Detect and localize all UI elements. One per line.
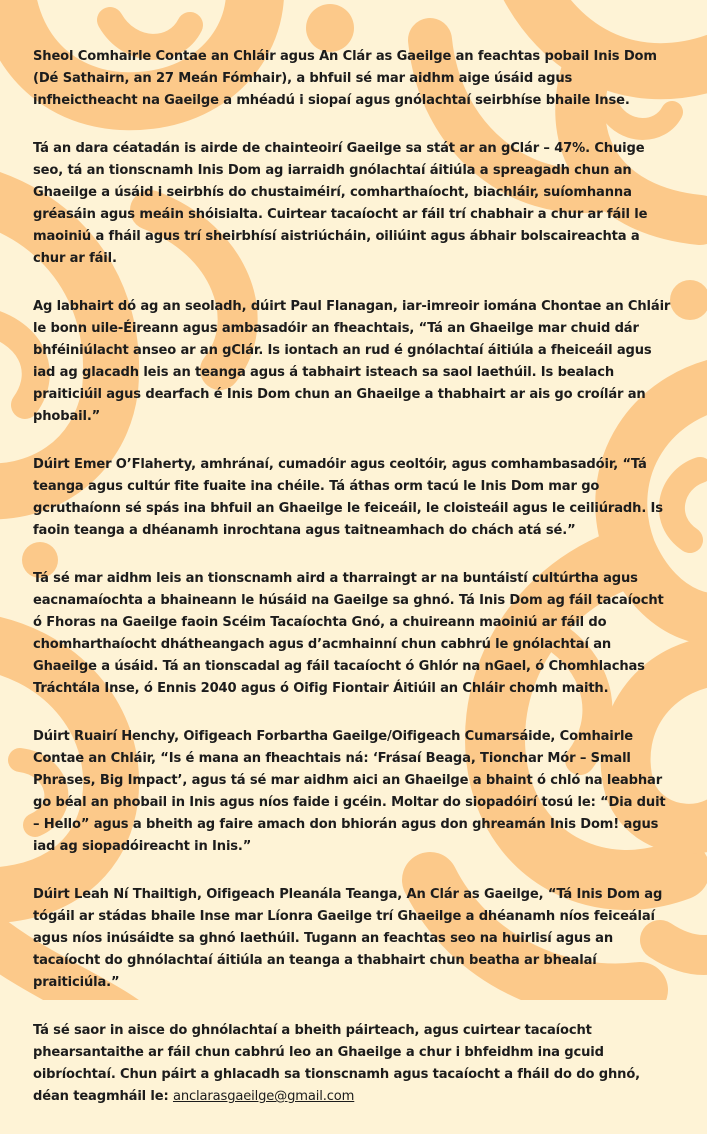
paragraph-paul-flanagan-quote: Ag labhairt dó ag an seoladh, dúirt Paul Flanagan, iar-imreoir iomána Chontae an Chláir le bonn uile-Éireann agus ambasadóir an fheachtais, “Tá an Ghaeilge mar chuid dár bhféiniúlacht anseo ar an gClár. Is iontach an rud é gnólachtaí áitiúla a fheiceáil agus iad ag glacadh leis an teanga agus á tabhairt isteach sa saol laethúil. Is bealach praiticiúil agus dearfach é Inis Dom chun an Ghaeilge a thabhairt ar ais go croílár an phobail.” [33,299,671,424]
paragraph-speaker-percentage: Tá an dara céatadán is airde de chainteoirí Gaeilge sa stát ar an gClár – 47%. Chuige seo, tá an tionscnamh Inis Dom ag iarraidh gnólachtaí áitiúla a spreagadh chun an Ghaeilge a úsáid i seirbhís do chustaiméirí, comharthaíocht, biachláir, suíomhanna gréasáin agus meáin shóisialta. Cuirtear tacaíocht ar fáil trí chabhair a chur ar fáil le maoiniú a fháil agus trí sheirbhísí aistriúcháin, oiliúint agus ábhair bolscaireachta a chur ar fáil. [33,141,648,266]
paragraph-leah-ni-thailtigh-quote: Dúirt Leah Ní Thailtigh, Oifigeach Pleanála Teanga, An Clár as Gaeilge, “Tá Inis Dom ag tógáil ar stádas bhaile Inse mar Líonra Gaeilge trí Ghaeilge a dhéanamh níos feiceálaí agus níos inúsáidte sa ghnó laethúil. Tugann an feachtas seo na huirlisí agus an tacaíocht do ghnólachtaí áitiúla an teanga a thabhairt chun beatha ar bhealaí praiticiúla.” [33,887,663,990]
article-body [33,46,675,1134]
paragraph-funding: Tá sé mar aidhm leis an tionscnamh aird a tharraingt ar na buntáistí cultúrtha agus eacnamaíochta a bhaineann le húsáid na Gaeilge sa ghnó. Tá Inis Dom ag fáil tacaíocht ó Fhoras na Gaeilge faoin Scéim Tacaíochta Gnó, a chuireann maoiniú ar fáil do chomharthaíocht dhátheangach agus d’acmhainní chun cabhrú le gnólachtaí an Ghaeilge a úsáid. Tá an tionscadal ag fáil tacaíocht ó Ghlór na nGael, ó Chomhlachas Tráchtála Inse, ó Ennis 2040 agus ó Oifig Fiontair Áitiúil an Chláir chomh maith. [33,571,664,696]
contact-text: Tá sé saor in aisce do ghnólachtaí a bheith páirteach, agus cuirtear tacaíocht phearsantaithe ar fáil chun cabhrú leo an Ghaeilge a chur i bhfeidhm ina gcuid oibríochtaí. Chun páirt a ghlacadh sa tionscnamh agus tacaíocht a fháil do do ghnó, déan teagmháil le: [33,1023,640,1104]
paragraph-launch: Sheol Comhairle Contae an Chláir agus An Clár as Gaeilge an feachtas pobail Inis Dom (Dé Sathairn, an 27 Meán Fómhair), a bhfuil sé mar aidhm aige úsáid agus infheictheacht na Gaeilge a mhéadú i siopaí agus gnólachtaí seirbhíse bhaile Inse. [33,49,657,108]
paragraph-emer-oflaherty-quote: Dúirt Emer O’Flaherty, amhránaí, cumadóir agus ceoltóir, agus comhambasadóir, “Tá teanga agus cultúr fite fuaite ina chéile. Tá áthas orm tacú le Inis Dom mar go gcruthaíonn sé spás ina bhfuil an Ghaeilge le feiceáil, le cloisteáil agus le ceiliúradh. Is faoin teanga a dhéanamh inrochtana agus taitneamhach do chách atá sé.” [33,457,663,538]
contact-email-link[interactable]: anclarasgaeilge@gmail.com [172,1089,355,1104]
paragraph-contact [33,1020,675,1108]
paragraph-ruairi-henchy-quote: Dúirt Ruairí Henchy, Oifigeach Forbartha Gaeilge/Oifigeach Cumarsáide, Comhairle Contae an Chláir, “Is é mana an fheachtais ná: ‘Frásaí Beaga, Tionchar Mór – Small Phrases, Big Impact’, agus tá sé mar aidhm aici an Ghaeilge a bhaint ó chló na leabhar go béal an phobail in Inis agus níos faide i gcéin. Moltar do siopadóirí tosú le: “Dia duit – Hello” agus a bheith ag faire amach don bhiorán agus don ghreamán Inis Dom! agus iad ag siopadóireacht in Inis.” [33,729,666,854]
